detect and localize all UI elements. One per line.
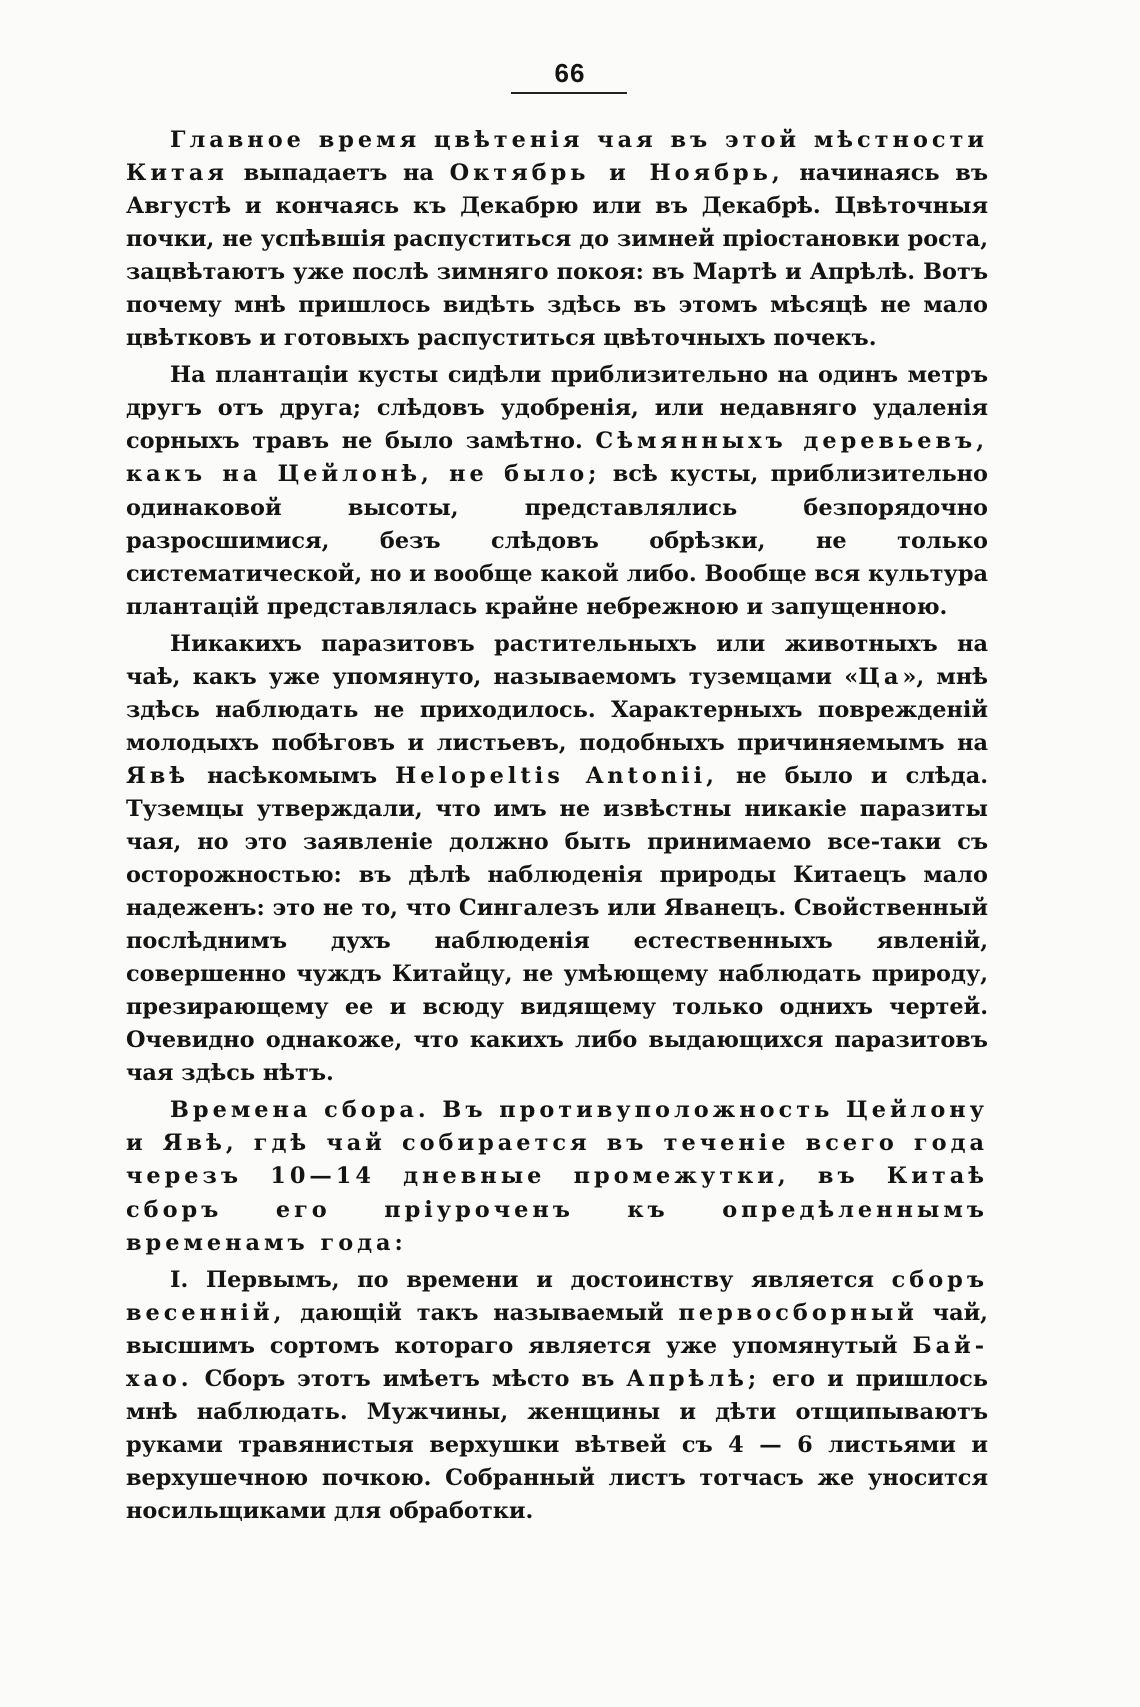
spaced-emphasis-text: Времена сбора. Въ противуположность Цейлону и Явѣ, гдѣ чай собирается въ теченіе всего года черезъ 10—14 дневные промежутки, въ Китаѣ сборъ его пріуроченъ къ опредѣленнымъ временамъ года: bbox=[126, 1097, 988, 1256]
paragraph-text: выпадаетъ на bbox=[227, 160, 450, 187]
paragraph-text: На плантаціи кусты сидѣли приблизительно на одинъ метръ другъ отъ друга; слѣдовъ удобренія, или недавняго удаленія сорныхъ травъ не было замѣтно. bbox=[126, 362, 988, 455]
spaced-emphasis-text: Сѣмянныхъ деревьевъ, какъ на Цейлонѣ, не было; bbox=[126, 428, 988, 488]
paragraph-text: Никакихъ паразитовъ растительныхъ или животныхъ на чаѣ, какъ уже упомянуто, называемомъ туземцами « bbox=[126, 630, 988, 690]
spaced-emphasis-text: Бай-хао. bbox=[126, 1332, 988, 1392]
spaced-emphasis-text: Helopeltis Antonii, bbox=[395, 762, 718, 789]
paragraph-text: I. Первымъ, по времени и достоинству является bbox=[170, 1266, 892, 1293]
paragraph-text: дающій такъ называемый bbox=[285, 1299, 679, 1326]
paragraph-text: не было и слѣда. Туземцы утверждали, что имъ не извѣстны никакіе паразиты чая, но это заявленіе должно быть принимаемо все-таки съ осторожностью: въ дѣлѣ наблюденія природы Китаецъ мало надеженъ: это не то, что Сингалезъ или Яванецъ. Свойственный послѣднимъ духъ наблюденія естественныхъ явленій, совершенно чуждъ Китайцу, не умѣющему наблюдать природу, презирающему ее и всюду видящему только однихъ чертей. Очевидно однакоже, что какихъ либо выдающихся паразитовъ чая здѣсь нѣтъ. bbox=[126, 762, 989, 1087]
header-rule bbox=[511, 92, 627, 94]
paragraph-text: его и пришлось мнѣ наблюдать. Мужчины, женщины и дѣти отщипываютъ руками травянистыя верхушки вѣтвей съ 4 — 6 листьями и верхушечною почкою. Собранный листъ тотчасъ же уносится носильщиками для обработки. bbox=[126, 1365, 988, 1524]
paragraph-text: Сборъ этотъ имѣетъ мѣсто въ bbox=[192, 1365, 627, 1392]
paragraph-text: чай, высшимъ сортомъ котораго является уже упомянутый bbox=[126, 1299, 988, 1359]
paragraph bbox=[126, 628, 988, 1091]
spaced-emphasis-text: Апрѣлѣ; bbox=[626, 1365, 761, 1392]
paragraph bbox=[126, 1094, 988, 1259]
paragraph-text: насѣкомымъ bbox=[189, 762, 396, 789]
paragraph-text: », мнѣ здѣсь наблюдать не приходилось. Характерныхъ поврежденій молодыхъ побѣговъ и листьевъ, подобныхъ причиняемымъ на bbox=[126, 663, 988, 756]
spaced-emphasis-text: Явѣ bbox=[126, 762, 190, 789]
paragraph-text: начинаясь въ Августѣ и кончаясь къ Декабрю или въ Декабрѣ. Цвѣточныя почки, не успѣвшія распуститься до зимней пріостановки роста, зацвѣтаютъ уже послѣ зимняго покоя: въ Мартѣ и Апрѣлѣ. Вотъ почему мнѣ пришлось видѣть здѣсь въ этомъ мѣсяцѣ не мало цвѣтковъ и готовыхъ распуститься цвѣточныхъ почекъ. bbox=[126, 160, 988, 352]
paragraph bbox=[126, 1264, 988, 1528]
spaced-emphasis-text: сборъ весенній, bbox=[126, 1266, 988, 1326]
spaced-emphasis-text: Октябрь и Ноябрь, bbox=[449, 160, 784, 187]
paragraph-text: всѣ кусты, приблизительно одинаковой высоты, представлялись безпорядочно разросшимися, безъ слѣдовъ обрѣзки, не только систематической, но и вообще какой либо. Вообще вся культура плантацій представлялась крайне небрежною и запущенною. bbox=[126, 461, 988, 620]
body-text bbox=[126, 124, 988, 1532]
spaced-emphasis-text: Ца bbox=[858, 663, 903, 690]
paragraph bbox=[126, 124, 988, 355]
spaced-emphasis-text: Главное время цвѣтенія чая въ этой мѣстности Китая bbox=[126, 127, 988, 187]
paragraph bbox=[126, 359, 988, 623]
spaced-emphasis-text: первосборный bbox=[678, 1299, 918, 1326]
page-number: 66 bbox=[554, 58, 586, 88]
